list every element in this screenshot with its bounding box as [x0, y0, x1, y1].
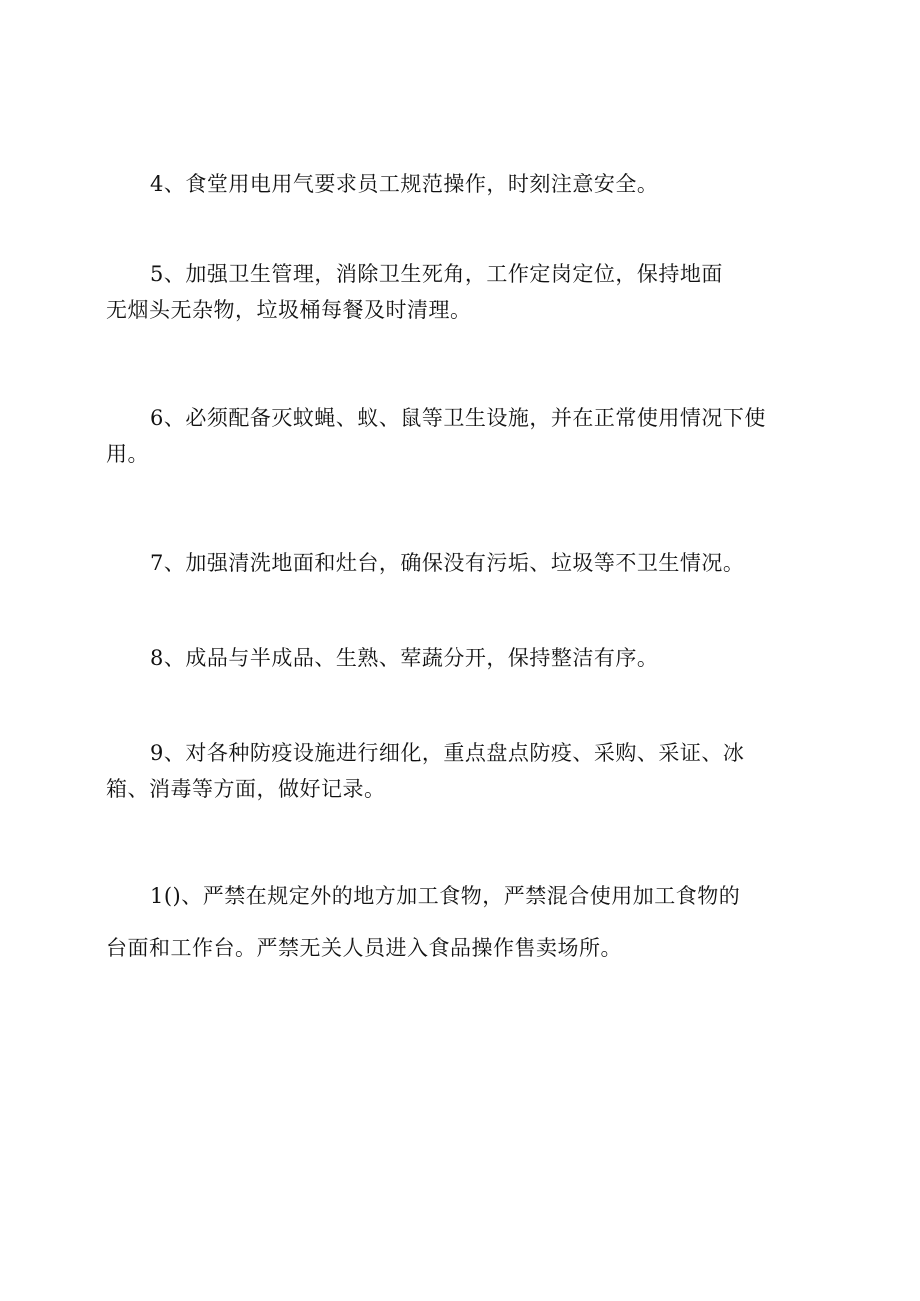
paragraph-item-8 — [106, 640, 826, 676]
paragraph-line: 9、对各种防疫设施进行细化，重点盘点防疫、采购、采证、冰 — [150, 741, 745, 765]
paragraph-line: 1()、严禁在规定外的地方加工食物，严禁混合使用加工食物的 — [150, 884, 741, 908]
paragraph-line: 箱、消毒等方面，做好记录。 — [106, 777, 386, 801]
paragraph-line: 5、加强卫生管理，消除卫生死角，工作定岗定位，保持地面 — [150, 262, 723, 286]
paragraph-item-5 — [106, 256, 826, 328]
paragraph-line: 用。 — [106, 442, 149, 466]
paragraph-line: 7、加强清洗地面和灶台，确保没有污垢、垃圾等不卫生情况。 — [150, 551, 745, 575]
paragraph-item-9 — [106, 735, 826, 807]
paragraph-line: 4、食堂用电用气要求员工规范操作，时刻注意安全。 — [150, 172, 659, 196]
paragraph-item-7 — [106, 545, 826, 581]
paragraph-line: 台面和工作台。严禁无关人员进入食品操作售卖场所。 — [106, 936, 622, 960]
paragraph-item-4 — [106, 166, 826, 202]
paragraph-item-6 — [106, 400, 826, 472]
paragraph-item-10 — [106, 878, 826, 966]
paragraph-line: 6、必须配备灭蚊蝇、蚁、鼠等卫生设施，并在正常使用情况下使 — [150, 406, 766, 430]
paragraph-line: 8、成品与半成品、生熟、荤蔬分开，保持整洁有序。 — [150, 646, 659, 670]
paragraph-line: 无烟头无杂物，垃圾桶每餐及时清理。 — [106, 298, 472, 322]
